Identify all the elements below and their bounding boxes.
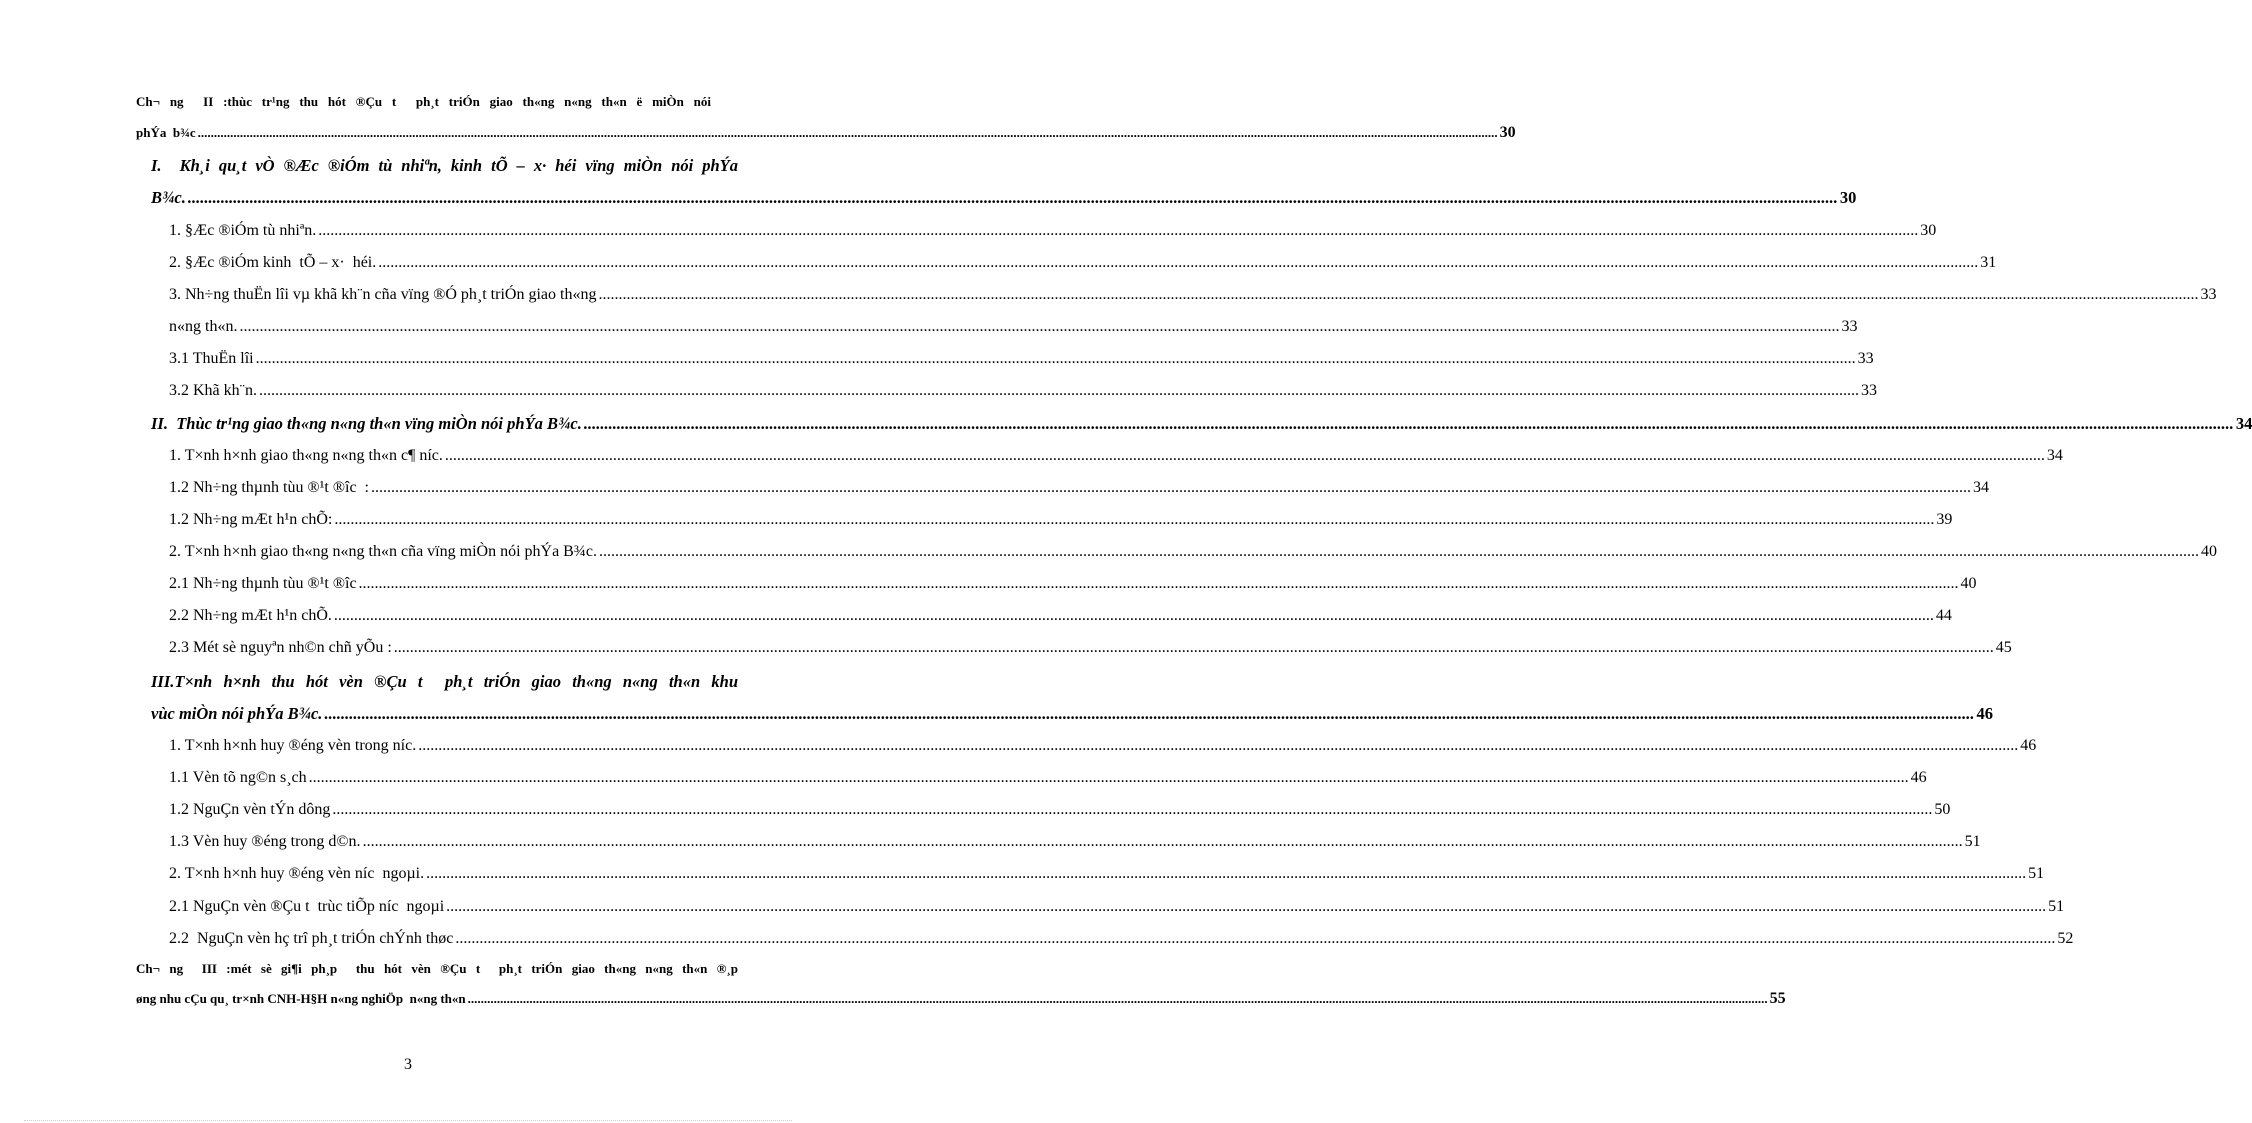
toc-entry-title: 1.2 Nh÷ng thµnh tùu ®¹t ®îc : <box>169 479 369 496</box>
toc-entry-title: 1. §Æc ®iÓm tù nhiªn. <box>169 222 317 239</box>
toc-entry[interactable] <box>169 222 1937 240</box>
toc-chapter-2[interactable] <box>136 124 1516 142</box>
toc-entry-page: 33 <box>1857 350 1874 367</box>
dot-leader: ................................................................................................................................................................................................................................................................................................................................................................................................................ <box>598 286 2199 303</box>
dot-leader: ................................................................................................................................................................................................................................................................................................................................................................................................................ <box>239 318 1840 335</box>
toc-entry[interactable] <box>169 737 2037 755</box>
toc-section-3[interactable] <box>151 704 1993 724</box>
toc-entry-page: 45 <box>1995 639 2012 656</box>
toc-entry-title: 2. §Æc ®iÓm kinh tÕ – x· héi. <box>169 254 377 271</box>
toc-chapter-2-page: 30 <box>1499 124 1516 141</box>
toc-entry-title: 2.2 NguÇn vèn hç trî ph¸t triÓn chÝnh thøc <box>169 930 454 947</box>
toc-entry-title: 1.2 NguÇn vèn tÝn dông <box>169 801 331 818</box>
dot-leader: ................................................................................................................................................................................................................................................................................................................................................................................................................ <box>393 639 1994 656</box>
toc-entry[interactable] <box>169 382 1877 400</box>
dot-leader: ................................................................................................................................................................................................................................................................................................................................................................................................................ <box>255 350 1856 367</box>
toc-entry-page: 34 <box>2046 447 2063 464</box>
toc-entry[interactable] <box>169 318 1858 336</box>
toc-entry-page: 40 <box>2200 543 2217 560</box>
toc-section-1[interactable] <box>151 188 1857 208</box>
toc-entry[interactable] <box>169 607 1952 625</box>
toc-section-2[interactable] <box>151 414 2252 434</box>
toc-chapter-3-line1: Ch¬ ng III :mét sè gi¶i ph¸p thu hót vèn ®Çu t ph¸t triÓn giao th«ng n«ng th«n ®¸p <box>136 961 738 976</box>
toc-entry-title: 3.1 ThuËn lîi <box>169 350 254 367</box>
toc-entry[interactable] <box>169 575 1977 593</box>
toc-entry-page: 51 <box>2028 865 2045 882</box>
footer-rule <box>24 1120 792 1121</box>
toc-chapter-3[interactable] <box>136 990 1786 1008</box>
dot-leader: ................................................................................................................................................................................................................................................................................................................................................................................................................ <box>444 447 2045 464</box>
toc-chapter-2-title-line2: phÝa b¾c <box>136 125 196 140</box>
toc-entry-page: 34 <box>1973 479 1989 496</box>
toc-entry-page: 46 <box>2020 737 2037 754</box>
toc-entry-page: 30 <box>1920 222 1937 239</box>
toc-entry-page: 51 <box>2048 898 2065 915</box>
dot-leader: ................................................................................................................................................................................................................................................................................................................................................................................................................ <box>362 833 1963 850</box>
toc-entry-title: 2.1 NguÇn vèn ®Çu t trùc tiÕp níc ngoµi <box>169 898 445 915</box>
toc-chapter-3-title-line2: øng nhu cÇu qu¸ tr×nh CNH-H§H n«ng nghiÖp n«ng th«n <box>136 991 466 1006</box>
toc-section-1-line1: I. Kh¸i qu¸t vÒ ®Æc ®iÓm tù nhiªn, kinh tÕ – x· héi vïng miÒn nói phÝa <box>151 156 738 175</box>
dot-leader: ................................................................................................................................................................................................................................................................................................................................................................................................................ <box>187 188 1838 207</box>
toc-entry[interactable] <box>169 898 2065 916</box>
toc-entry-title: 2. T×nh h×nh giao th«ng n«ng th«n cña vïng miÒn nói phÝa B¾c. <box>169 543 597 560</box>
toc-entry[interactable] <box>169 543 2217 561</box>
dot-leader: ................................................................................................................................................................................................................................................................................................................................................................................................................ <box>446 898 2047 915</box>
toc-entry[interactable] <box>169 930 2074 948</box>
toc-entry-title: 2.3 Mét sè nguyªn nh©n chñ yÕu : <box>169 639 392 656</box>
toc-section-2-title: II. Thùc tr¹ng giao th«ng n«ng th«n vïng miÒn nói phÝa B¾c. <box>151 414 582 433</box>
toc-entry[interactable] <box>169 511 1953 529</box>
toc-entry-page: 31 <box>1980 254 1997 271</box>
dot-leader: ................................................................................................................................................................................................................................................................................................................................................................................................................ <box>378 254 1979 271</box>
dot-leader: ................................................................................................................................................................................................................................................................................................................................................................................................................ <box>418 737 2019 754</box>
toc-entry-title: 1.3 Vèn huy ®éng trong d©n. <box>169 833 361 850</box>
dot-leader: ................................................................................................................................................................................................................................................................................................................................................................................................................ <box>426 865 2027 882</box>
toc-chapter-2-line1: Ch¬ ng II :thùc tr¹ng thu hót ®Çu t ph¸t triÓn giao th«ng n«ng th«n ë miÒn nói <box>136 94 711 109</box>
toc-entry-title: 1.2 Nh÷ng mÆt h¹n chÕ: <box>169 511 333 528</box>
dot-leader: ................................................................................................................................................................................................................................................................................................................................................................................................................ <box>308 769 1909 786</box>
toc-entry-title: 1.1 Vèn tõ ng©n s¸ch <box>169 769 307 786</box>
toc-entry-title: 2. T×nh h×nh huy ®éng vèn níc ngoµi. <box>169 865 425 882</box>
toc-entry[interactable] <box>169 286 2217 304</box>
toc-entry[interactable] <box>169 639 2012 657</box>
dot-leader: ................................................................................................................................................................................................................................................................................................................................................................................................................ <box>324 704 1975 723</box>
toc-entry[interactable] <box>169 447 2063 465</box>
toc-entry-title: 2.1 Nh÷ng thµnh tùu ®¹t ®îc <box>169 575 357 592</box>
dot-leader: ................................................................................................................................................................................................................................................................................................................................................................................................................ <box>332 801 1933 818</box>
toc-entry-title: 1. T×nh h×nh huy ®éng vèn trong níc. <box>169 737 417 754</box>
toc-entry-title: 3.2 Khã kh¨n. <box>169 382 257 399</box>
toc-entry-page: 39 <box>1936 511 1953 528</box>
dot-leader: ................................................................................................................................................................................................................................................................................................................................................................................................................ <box>583 414 2234 433</box>
toc-entry-page: 44 <box>1935 607 1952 624</box>
toc-entry-title: 2.2 Nh÷ng mÆt h¹n chÕ. <box>169 607 332 624</box>
dot-leader: ................................................................................................................................................................................................................................................................................................................................................................................................................ <box>598 543 2199 560</box>
toc-entry-page: 33 <box>1841 318 1858 335</box>
dot-leader: ................................................................................................................................................................................................................................................................................................................................................................................................................ <box>197 125 1498 140</box>
toc-section-3-title-line2: vùc miÒn nói phÝa B¾c. <box>151 704 323 723</box>
toc-entry[interactable] <box>169 833 1981 851</box>
toc-entry[interactable] <box>169 769 1927 787</box>
page-number: 3 <box>404 1056 412 1073</box>
toc-section-1-title-line2: B¾c. <box>151 188 186 207</box>
toc-entry[interactable] <box>169 801 1951 819</box>
toc-entry-page: 50 <box>1934 801 1951 818</box>
toc-entry-title: 1. T×nh h×nh giao th«ng n«ng th«n c¶ níc. <box>169 447 443 464</box>
toc-entry-page: 33 <box>2200 286 2217 303</box>
toc-entry-page: 33 <box>1860 382 1877 399</box>
toc-entry-title: 3. Nh÷ng thuËn lîi vµ khã kh¨n cña vïng ®Ó ph¸t triÓn giao th«ng <box>169 286 597 303</box>
toc-entry[interactable] <box>169 479 1989 497</box>
toc-chapter-3-page: 55 <box>1769 990 1786 1007</box>
toc-section-1-page: 30 <box>1839 188 1857 207</box>
toc-entry-page: 51 <box>1964 833 1981 850</box>
toc-section-3-page: 46 <box>1976 704 1993 723</box>
dot-leader: ................................................................................................................................................................................................................................................................................................................................................................................................................ <box>371 479 1971 496</box>
toc-entry-page: 40 <box>1960 575 1977 592</box>
toc-entry-page: 46 <box>1910 769 1927 786</box>
toc-section-2-page: 34 <box>2235 414 2252 433</box>
dot-leader: ................................................................................................................................................................................................................................................................................................................................................................................................................ <box>467 991 1768 1006</box>
dot-leader: ................................................................................................................................................................................................................................................................................................................................................................................................................ <box>318 222 1919 239</box>
dot-leader: ................................................................................................................................................................................................................................................................................................................................................................................................................ <box>258 382 1859 399</box>
toc-entry[interactable] <box>169 865 2045 883</box>
dot-leader: ................................................................................................................................................................................................................................................................................................................................................................................................................ <box>333 607 1934 624</box>
toc-entry-page: 52 <box>2057 930 2074 947</box>
toc-entry[interactable] <box>169 254 1997 272</box>
dot-leader: ................................................................................................................................................................................................................................................................................................................................................................................................................ <box>358 575 1959 592</box>
toc-entry[interactable] <box>169 350 1874 368</box>
toc-entry-title: n«ng th«n. <box>169 318 238 335</box>
toc-section-3-line1: III.T×nh h×nh thu hót vèn ®Çu t ph¸t triÓn giao th«ng n«ng th«n khu <box>151 672 738 691</box>
dot-leader: ................................................................................................................................................................................................................................................................................................................................................................................................................ <box>334 511 1935 528</box>
dot-leader: ................................................................................................................................................................................................................................................................................................................................................................................................................ <box>455 930 2056 947</box>
